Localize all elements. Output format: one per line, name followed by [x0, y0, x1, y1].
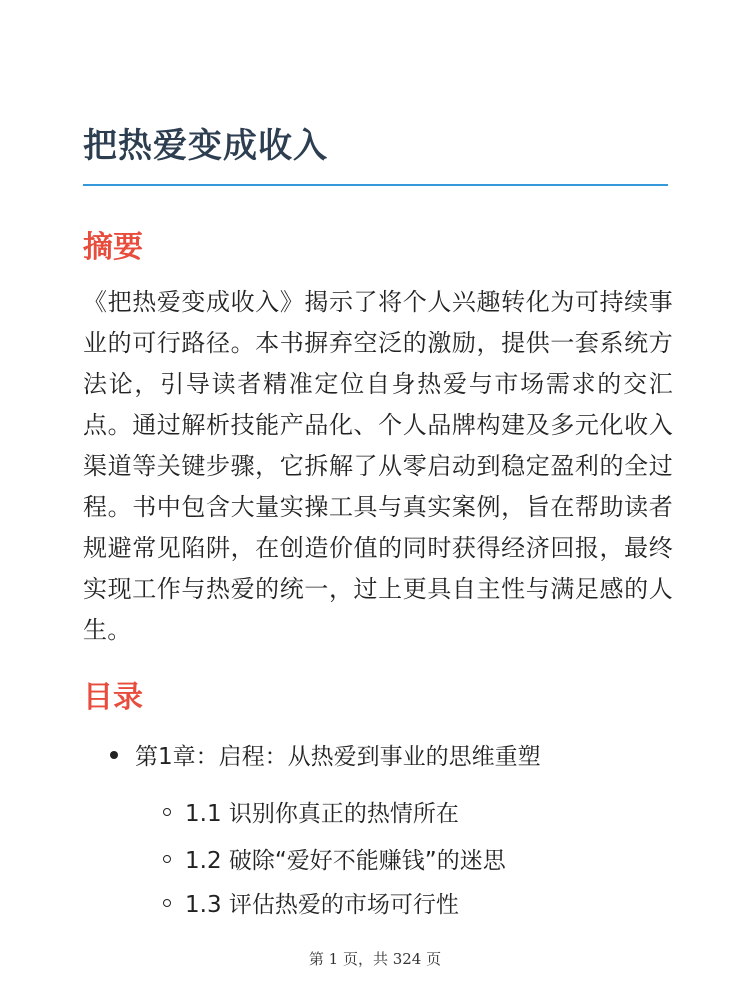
toc-section-label: 1.2 破除“爱好不能赚钱”的迷思 [185, 848, 506, 874]
toc-section-label: 1.1 识别你真正的热情所在 [185, 801, 459, 827]
toc-chapter-label: 第1章：启程：从热爱到事业的思维重塑 [135, 744, 541, 770]
bullet-circle-icon [163, 899, 171, 907]
bullet-circle-icon [163, 808, 171, 816]
book-title: 把热爱变成收入 [83, 126, 328, 166]
summary-paragraph: 《把热爱变成收入》揭示了将个人兴趣转化为可持续事业的可行路径。本书摒弃空泛的激励，提供一套系统方法论，引导读者精准定位自身热爱与市场需求的交汇点。通过解析技能产品化、个人品牌构建及多元化收入渠道等关键步骤，它拆解了从零启动到稳定盈利的全过程。书中包含大量实操工具与真实案例，旨在帮助读者规避常见陷阱，在创造价值的同时获得经济回报，最终实现工作与热爱的统一，过上更具自主性与满足感的人生。 [83, 288, 673, 644]
page-number-footer: 第 1 页，共 324 页 [308, 950, 442, 968]
toc-chapter-item[interactable] [110, 738, 541, 771]
toc-section-label: 1.3 评估热爱的市场可行性 [185, 892, 459, 918]
toc-section-item[interactable] [163, 795, 459, 828]
bullet-disc-icon [110, 751, 118, 759]
toc-heading: 目录 [83, 680, 143, 715]
bullet-circle-icon [163, 855, 171, 863]
toc-section-item[interactable] [163, 842, 506, 875]
title-divider [83, 184, 668, 186]
summary-heading: 摘要 [83, 230, 143, 265]
toc-section-item[interactable] [163, 886, 459, 919]
